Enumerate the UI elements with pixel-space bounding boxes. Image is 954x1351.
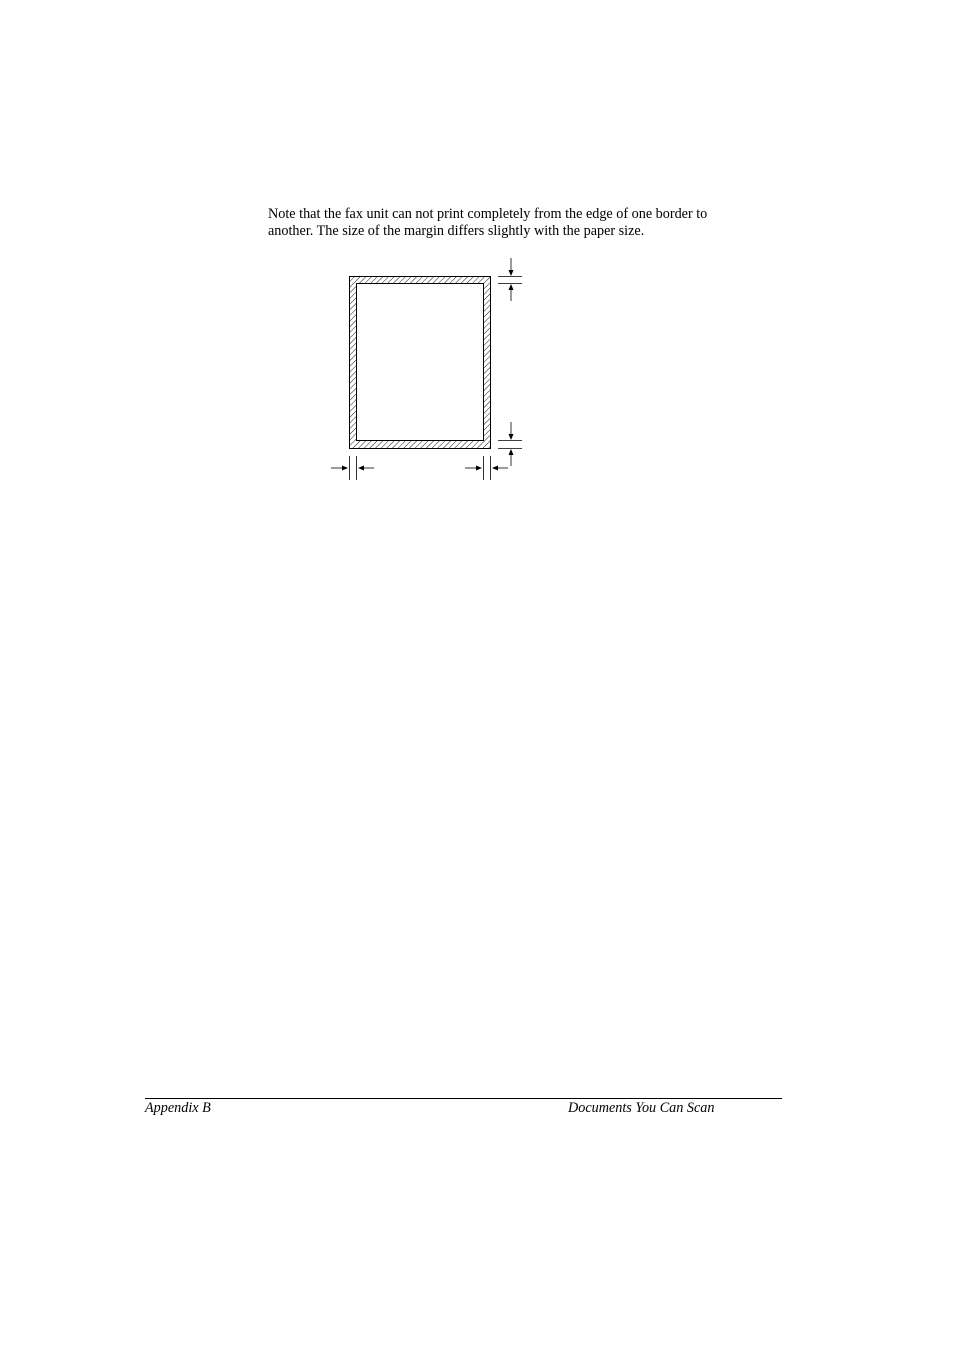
top-margin-dimension xyxy=(498,258,522,301)
right-margin-dimension xyxy=(465,456,508,480)
left-margin-dimension xyxy=(331,456,374,480)
bottom-margin-dimension xyxy=(498,422,522,466)
footer-chapter-title: Documents You Can Scan xyxy=(568,1100,715,1116)
note-line-2: another. The size of the margin differs slightly with the paper size. xyxy=(268,223,645,239)
note-line-1: Note that the fax unit can not print completely from the edge of one border to xyxy=(268,206,708,222)
body-paragraph xyxy=(268,206,778,240)
footer-divider xyxy=(145,1098,782,1099)
footer-section-label: Appendix B xyxy=(145,1100,211,1116)
printable-area xyxy=(357,284,484,441)
margin-diagram xyxy=(326,254,526,486)
